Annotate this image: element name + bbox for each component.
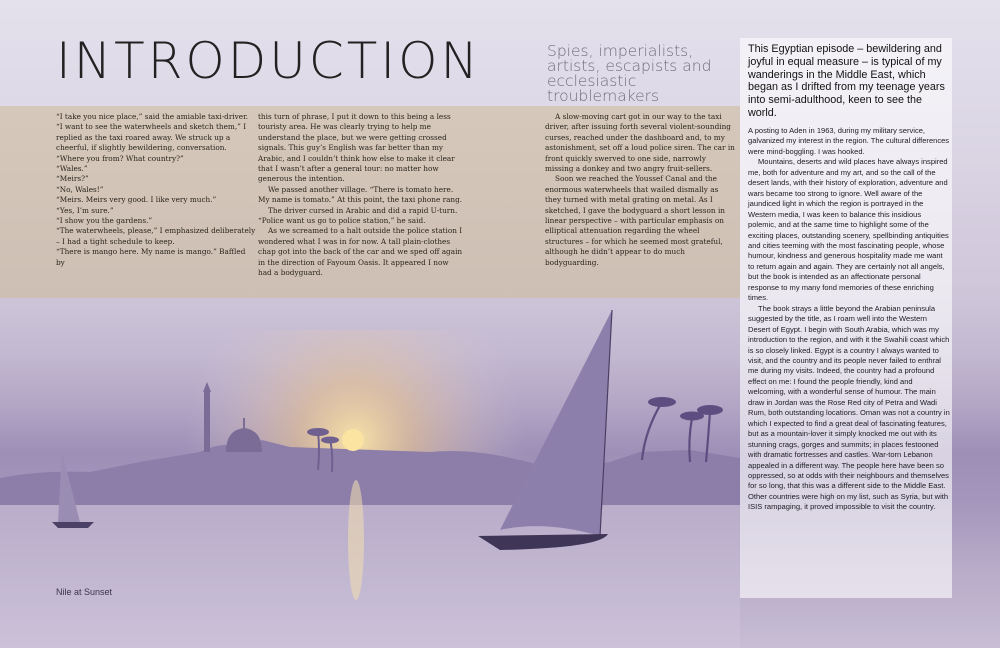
story-paragraph: this turn of phrase, I put it down to this being a less touristy area. He was clearly trying to help me understand the place, but we were getting crossed signals. This guy’s English was far better than my Arabic, and I couldn’t think how else to make it clear that I wasn’t after a general tour: no matter how generous the intention. — [258, 112, 455, 184]
story-column-2 — [258, 112, 463, 279]
story-paragraph: A slow-moving cart got in our way to the taxi driver, after issuing forth several violent-sounding curses, reached under the dashboard and, to my astonishment, set off a loud police siren. The car in front quickly swerved to one side, narrowly missing a donkey and two angry fruit-sellers. — [545, 112, 735, 174]
story-line: “Yes, I’m sure.” — [56, 205, 114, 215]
sidebar-lead: This Egyptian episode – bewildering and joyful in equal measure – is typical of my wanderings in the Middle East, which began as I drifted from my teenage years into semi-adulthood, keen to see the world. — [748, 43, 945, 119]
sidebar-body — [748, 126, 950, 513]
river — [0, 505, 740, 648]
story-paragraph: We passed another village. “There is tomato here. My name is tomato.” At this point, the taxi phone rang. — [258, 184, 463, 205]
story-column-3 — [545, 112, 735, 268]
sun — [342, 429, 364, 451]
story-line: “Meirs. Meirs very good. I like very much.” — [56, 195, 217, 205]
story-line: “Meirs?” — [56, 174, 89, 184]
sidebar-paragraph: The book strays a little beyond the Arabian peninsula suggested by the title, as I roam well into the Western Desert of Egypt. I begin with South Arabia, which was my introduction to the region, and with it the Swahili coast which is so closely linked. Egypt is a country I always wanted to visit, and the country and its people never failed to enthral me during my visits. Indeed, the country had a profound effect on me: I found the people friendly, kind and welcoming, with a wonderful sense of humour. The main draw in Jordan was the Rose Red city of Petra and Wadi Rum, both outstanding locations. Oman was not a country in which I expected to find a great deal of fascinating features, but as a mountain-lover it simply knocked me out with its stunning crags, gorges and summits; in places festooned with dramatic fortresses and castles. War-torn Lebanon appealed in a different way. The people here have been so oppressed, so at odds with their neighbours and themselves for so long, that this was a different side to the Middle East. Other countries were high on my list, such as Syria, but with ISIS rampaging, it proved impossible to visit the country. — [748, 303, 950, 512]
subtitle: Spies, imperialists, artists, escapists and ecclesiastic troublemakers — [547, 42, 712, 105]
story-paragraph: The driver cursed in Arabic and did a rapid U-turn. “Police want us go to police station,” he said. — [258, 205, 458, 226]
sidebar-paragraph: Mountains, deserts and wild places have always inspired me, both for adventure and my art, and so the call of the desert lands, with their history of exploration, adventure and wars became too strong to ignore. Well aware of the jaundiced light in which the region is portrayed in the Western media, I was keen to balance this insidious polemic, and at the same time to highlight some of the exciting places, outstanding scenery, spellbinding antiquities and cities teeming with the most fascinating people, whose humour, kindness and generous hospitality made me want to return again and again. They are certainly not all angels, but the book is intended as an affectionate personal response to my many fond memories of these enriching times. — [748, 157, 949, 303]
story-line: “There is mango here. My name is mango.” Baffled by — [56, 247, 246, 267]
sidebar-paragraph: A posting to Aden in 1963, during my military service, galvanized my interest in the region. The cultural differences were mind-boggling. I was hooked. — [748, 126, 950, 156]
page-title: INTRODUCTION — [56, 32, 481, 90]
sun-reflection — [348, 480, 364, 600]
story-line: “Wales.” — [56, 164, 88, 174]
story-column-1 — [56, 112, 256, 268]
story-line: “Where you from? What country?” — [56, 153, 184, 163]
story-line: “No, Wales!” — [56, 184, 104, 194]
story-line: “I take you nice place,” said the amiable taxi-driver. — [56, 112, 249, 121]
story-line: “I show you the gardens.” — [56, 216, 153, 226]
story-line: “The waterwheels, please,” I emphasized deliberately – I had a tight schedule to keep. — [56, 226, 256, 246]
story-line: “I want to see the waterwheels and sketch them,” I replied as the taxi roared away. We struck up a cheerful, if slightly bewildering, conversation. — [56, 122, 247, 153]
image-caption: Nile at Sunset — [56, 587, 113, 597]
story-paragraph: As we screamed to a halt outside the police station I wondered what I was in for now. A tall plain-clothes chap got into the back of the car and we sped off again in the direction of Fayoum Oasis. It appeared I now had a bodyguard. — [258, 226, 463, 278]
story-paragraph: Soon we reached the Youssef Canal and the enormous waterwheels that wailed dismally as they turned with metal grating on metal. As I sketched, I gave the bodyguard a short lesson in linear perspective – with particular emphasis on elliptical attenuation regarding the wheel structures – for which he seemed most grateful, although he didn’t appear to do much bodyguarding. — [545, 174, 725, 267]
